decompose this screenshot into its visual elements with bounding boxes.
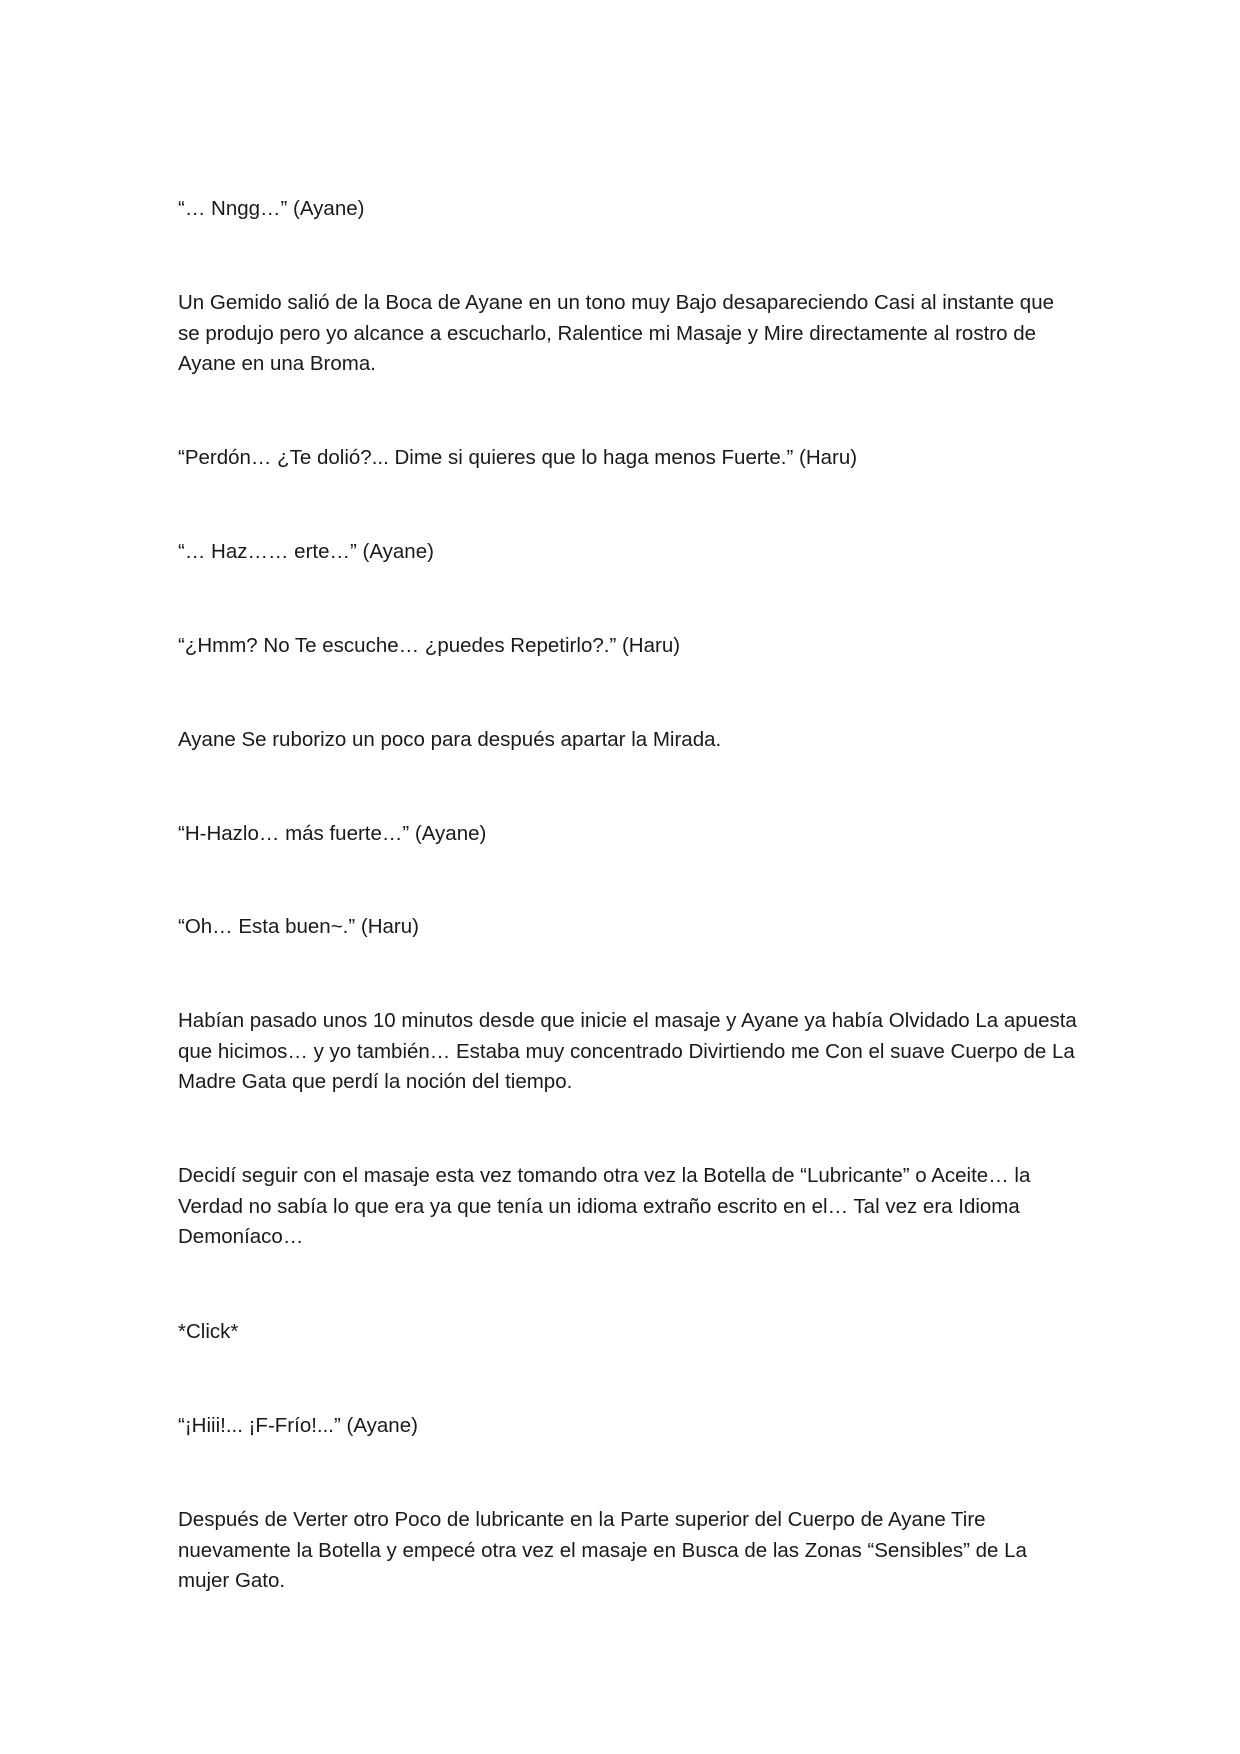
narration-paragraph: Habían pasado unos 10 minutos desde que inicie el masaje y Ayane ya había Olvidado La apuesta que hicimos… y yo también… Estaba muy concentrado Divirtiendo me Con el suave Cuerpo de La Madre Gata que perdí la noción del tiempo. [178,1009,1077,1093]
narration-paragraph: Un Gemido salió de la Boca de Ayane en un tono muy Bajo desapareciendo Casi al instante que se produjo pero yo alcance a escucharlo, Ralentice mi Masaje y Mire directamente al rostro de Ayane en una Broma. [178,291,1055,375]
dialogue-line: “… Nngg…” (Ayane) [178,197,365,220]
dialogue-line: “H-Hazlo… más fuerte…” (Ayane) [178,822,487,845]
dialogue-line: “… Haz…… erte…” (Ayane) [178,540,434,563]
narration-paragraph: Decidí seguir con el masaje esta vez tomando otra vez la Botella de “Lubricante” o Aceite… la Verdad no sabía lo que era ya que tenía un idioma extraño escrito en el… Tal vez era Idioma Demoníaco… [178,1164,1031,1248]
narration-paragraph: Ayane Se ruborizo un poco para después apartar la Mirada. [178,728,722,751]
dialogue-line: “¿Hmm? No Te escuche… ¿puedes Repetirlo?.” (Haru) [178,634,681,657]
dialogue-line: “¡Hiii!... ¡F-Frío!...” (Ayane) [178,1414,418,1437]
sound-effect-line: *Click* [178,1320,239,1343]
narration-paragraph: Después de Verter otro Poco de lubricante en la Parte superior del Cuerpo de Ayane Tire nuevamente la Botella y empecé otra vez el masaje en Busca de las Zonas “Sensibles” de La mujer Gato. [178,1508,1027,1592]
dialogue-line: “Perdón… ¿Te dolió?... Dime si quieres que lo haga menos Fuerte.” (Haru) [178,446,858,469]
dialogue-line: “Oh… Esta buen~.” (Haru) [178,915,419,938]
